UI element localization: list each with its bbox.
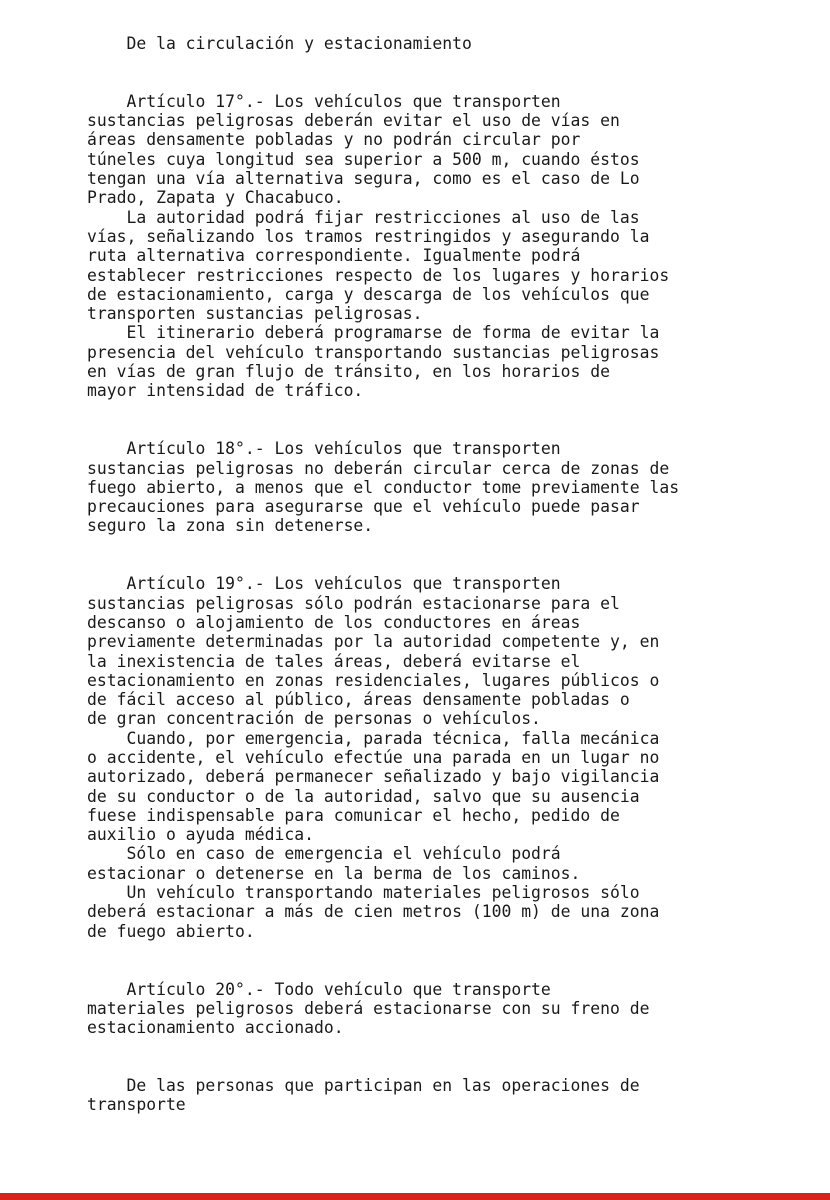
- text-line: transporten sustancias peligrosas.: [87, 304, 423, 324]
- text-line: áreas densamente pobladas y no podrán circular por: [87, 130, 581, 150]
- text-line: estacionamiento en zonas residenciales, lugares públicos o: [87, 670, 660, 690]
- articulo-19: [87, 574, 747, 941]
- text-line: De la circulación y estacionamiento: [87, 34, 472, 53]
- heading-personas: [87, 1076, 747, 1115]
- text-line: El itinerario deberá programarse de forma de evitar la: [87, 323, 660, 343]
- text-line: previamente determinadas por la autoridad competente y, en: [87, 632, 660, 652]
- text-line: vías, señalizando los tramos restringidos y asegurando la: [87, 226, 650, 246]
- text-line: De las personas que participan en las operaciones de: [87, 1076, 640, 1096]
- text-line: auxilio o ayuda médica.: [87, 825, 314, 845]
- text-line: Sólo en caso de emergencia el vehículo podrá: [87, 844, 561, 864]
- document-page: [87, 34, 747, 1115]
- text-line: de fácil acceso al público, áreas densamente pobladas o: [87, 690, 630, 710]
- text-line: estacionar o detenerse en la berma de los caminos.: [87, 863, 581, 883]
- text-line: Cuando, por emergencia, parada técnica, falla mecánica: [87, 728, 660, 748]
- paragraph-gap: [87, 401, 747, 440]
- paragraph-gap: [87, 1037, 747, 1076]
- text-line: presencia del vehículo transportando sustancias peligrosas: [87, 342, 660, 362]
- text-line: Prado, Zapata y Chacabuco.: [87, 188, 344, 208]
- text-line: Un vehículo transportando materiales peligrosos sólo: [87, 883, 640, 903]
- text-line: sustancias peligrosas sólo podrán estacionarse para el: [87, 593, 620, 613]
- text-line: fuego abierto, a menos que el conductor tome previamente las: [87, 477, 680, 497]
- paragraph-gap: [87, 53, 747, 92]
- text-line: materiales peligrosos deberá estacionarse con su freno de: [87, 998, 650, 1018]
- text-line: sustancias peligrosas deberán evitar el uso de vías en: [87, 111, 620, 131]
- text-line: en vías de gran flujo de tránsito, en los horarios de: [87, 362, 611, 382]
- text-line: mayor intensidad de tráfico.: [87, 381, 364, 401]
- articulo-18: [87, 439, 747, 535]
- text-line: de estacionamiento, carga y descarga de los vehículos que: [87, 284, 650, 304]
- text-line: de gran concentración de personas o vehículos.: [87, 709, 541, 729]
- text-line: tengan una vía alternativa segura, como es el caso de Lo: [87, 169, 640, 189]
- text-line: precauciones para asegurarse que el vehículo puede pasar: [87, 497, 640, 517]
- text-line: la inexistencia de tales áreas, deberá evitarse el: [87, 651, 581, 671]
- paragraph-gap: [87, 941, 747, 980]
- articulo-20: [87, 980, 747, 1038]
- text-line: deberá estacionar a más de cien metros (100 m) de una zona: [87, 902, 660, 922]
- paragraph-gap: [87, 536, 747, 575]
- text-line: seguro la zona sin detenerse.: [87, 516, 374, 536]
- heading-circulacion: [87, 34, 747, 53]
- text-line: de su conductor o de la autoridad, salvo que su ausencia: [87, 786, 640, 806]
- text-line: de fuego abierto.: [87, 921, 255, 941]
- text-line: estacionamiento accionado.: [87, 1018, 344, 1038]
- text-line: transporte: [87, 1095, 186, 1115]
- text-line: Artículo 17°.- Los vehículos que transporten: [87, 91, 561, 111]
- articulo-17: [87, 92, 747, 401]
- text-line: sustancias peligrosas no deberán circular cerca de zonas de: [87, 458, 670, 478]
- text-line: ruta alternativa correspondiente. Igualmente podrá: [87, 246, 581, 266]
- text-line: descanso o alojamiento de los conductores en áreas: [87, 612, 581, 632]
- bottom-accent-bar: [0, 1193, 830, 1200]
- text-line: autorizado, deberá permanecer señalizado y bajo vigilancia: [87, 767, 660, 787]
- text-line: túneles cuya longitud sea superior a 500 m, cuando éstos: [87, 149, 640, 169]
- text-line: establecer restricciones respecto de los lugares y horarios: [87, 265, 670, 285]
- text-line: Artículo 19°.- Los vehículos que transporten: [87, 574, 561, 594]
- text-line: La autoridad podrá fijar restricciones al uso de las: [87, 207, 640, 227]
- text-line: o accidente, el vehículo efectúe una parada en un lugar no: [87, 747, 660, 767]
- text-line: Artículo 20°.- Todo vehículo que transporte: [87, 979, 551, 999]
- text-line: fuese indispensable para comunicar el hecho, pedido de: [87, 805, 620, 825]
- text-line: Artículo 18°.- Los vehículos que transporten: [87, 439, 561, 459]
